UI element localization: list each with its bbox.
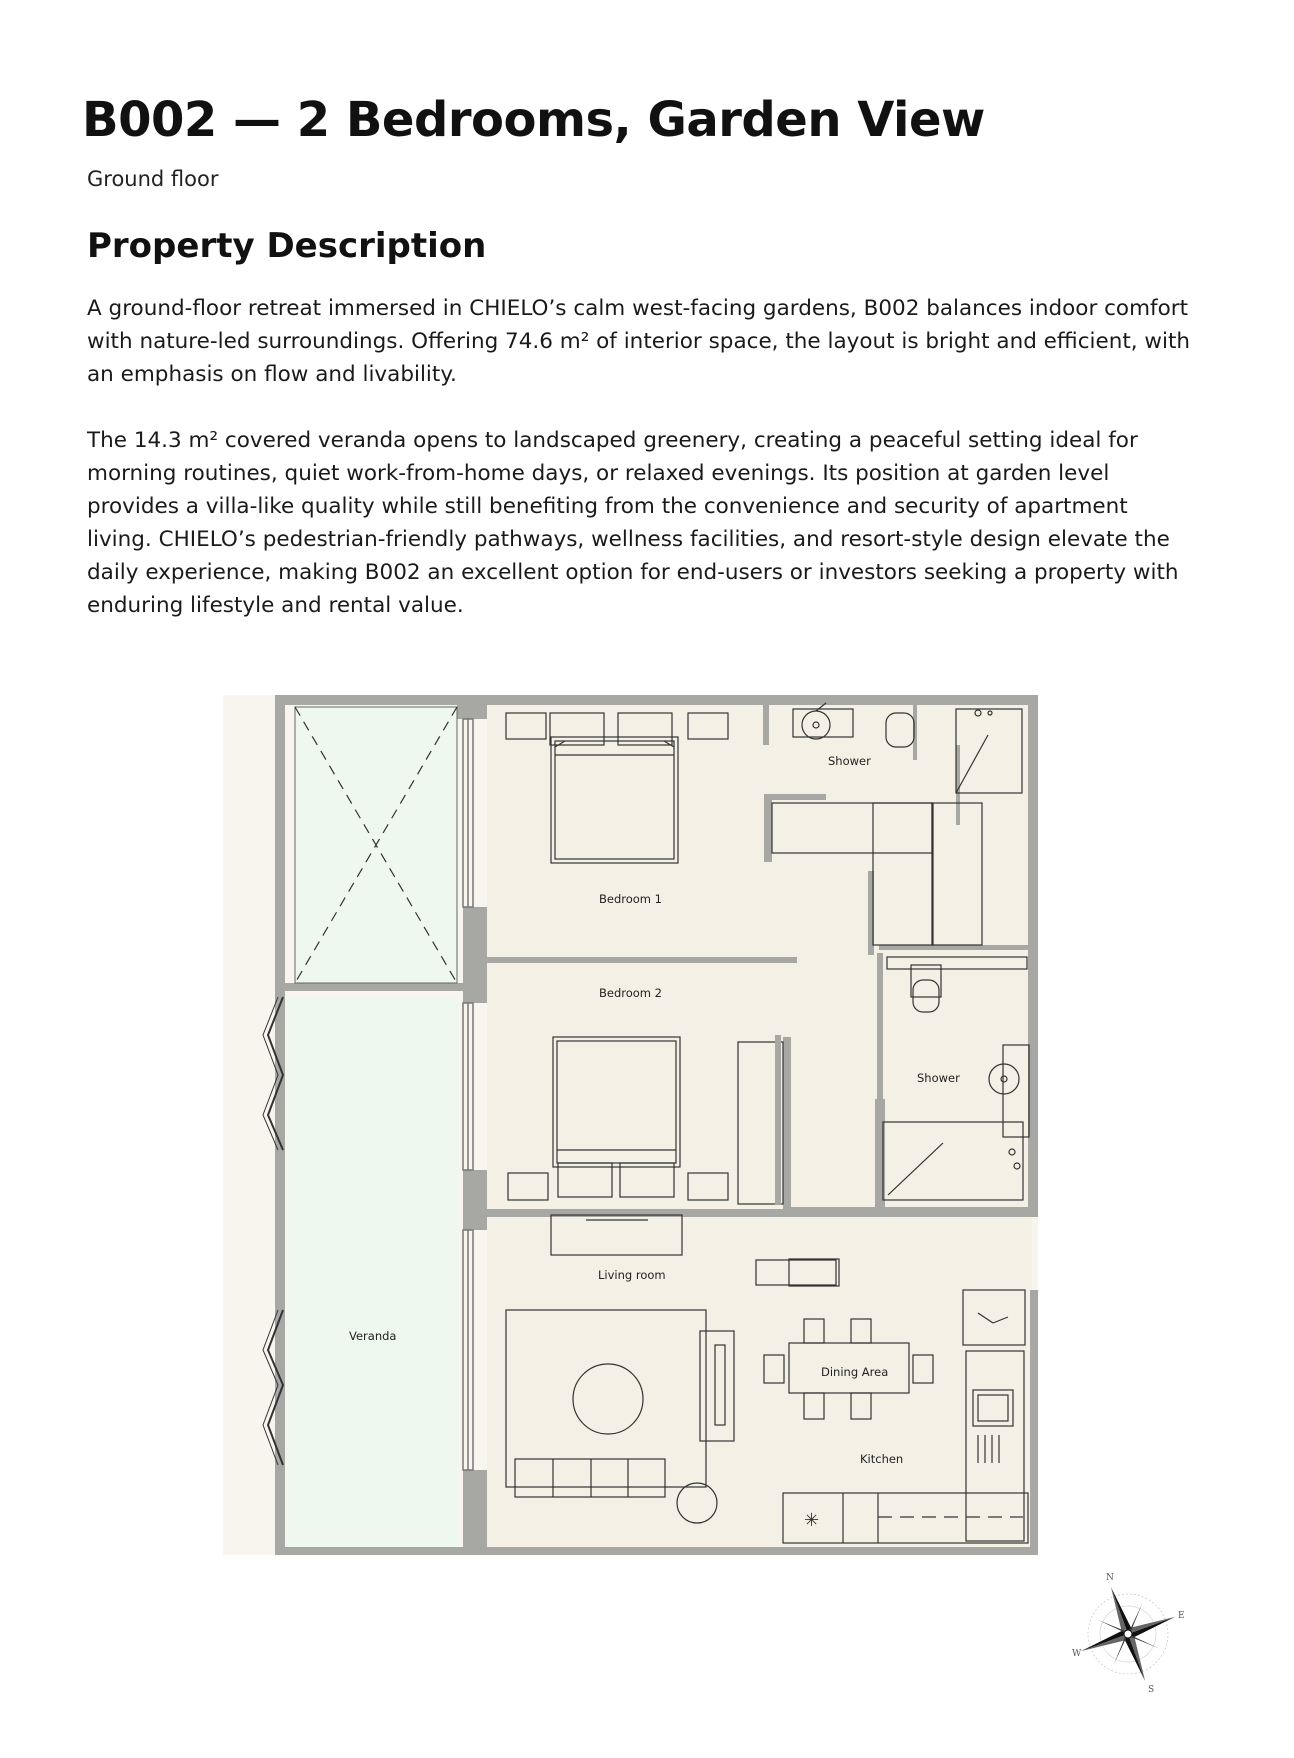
description-paragraph-1: A ground-floor retreat immersed in CHIELO’s calm west-facing gardens, B002 balances indoor comfort with nature-led surroundings. Offering 74.6 m² of interior space, the layout is bright and efficient, with an emphasis on flow and livability.: [87, 296, 1191, 387]
room-label-kitchen: Kitchen: [860, 1452, 904, 1466]
interior-floor: [487, 705, 1032, 1547]
room-label-dining-area: Dining Area: [821, 1365, 889, 1379]
room-label-bedroom-2: Bedroom 2: [599, 986, 662, 1000]
compass-label-e: E: [1178, 1611, 1185, 1621]
room-label-shower-1: Shower: [828, 754, 871, 768]
floor-plan: [223, 695, 1038, 1555]
room-label-shower-2: Shower: [917, 1071, 960, 1085]
compass-label-s: S: [1148, 1685, 1155, 1695]
room-label-living-room: Living room: [598, 1268, 666, 1282]
compass-rose: [1062, 1568, 1192, 1698]
compass-label-w: W: [1072, 1649, 1082, 1659]
room-label-veranda: Veranda: [349, 1329, 397, 1343]
description-paragraph-2: The 14.3 m² covered veranda opens to landscaped greenery, creating a peaceful setting ideal for morning routines, quiet work-from-home days, or relaxed evenings. Its position at garden level provides a villa-like quality while still benefiting from the convenience and security of apartment living. CHIELO’s pedestrian-friendly pathways, wellness facilities, and resort-style design elevate the daily experience, making B002 an excellent option for end-users or investors seeking a property with enduring lifestyle and rental value.: [87, 428, 1179, 618]
room-label-bedroom-1: Bedroom 1: [599, 892, 662, 906]
veranda-floor: [285, 997, 457, 1547]
section-heading: Property Description: [87, 226, 487, 266]
compass-label-n: N: [1106, 1573, 1114, 1583]
svg-text:✳: ✳: [804, 1510, 820, 1531]
floor-label: Ground floor: [87, 167, 219, 191]
page-title: B002 — 2 Bedrooms, Garden View: [82, 92, 985, 148]
